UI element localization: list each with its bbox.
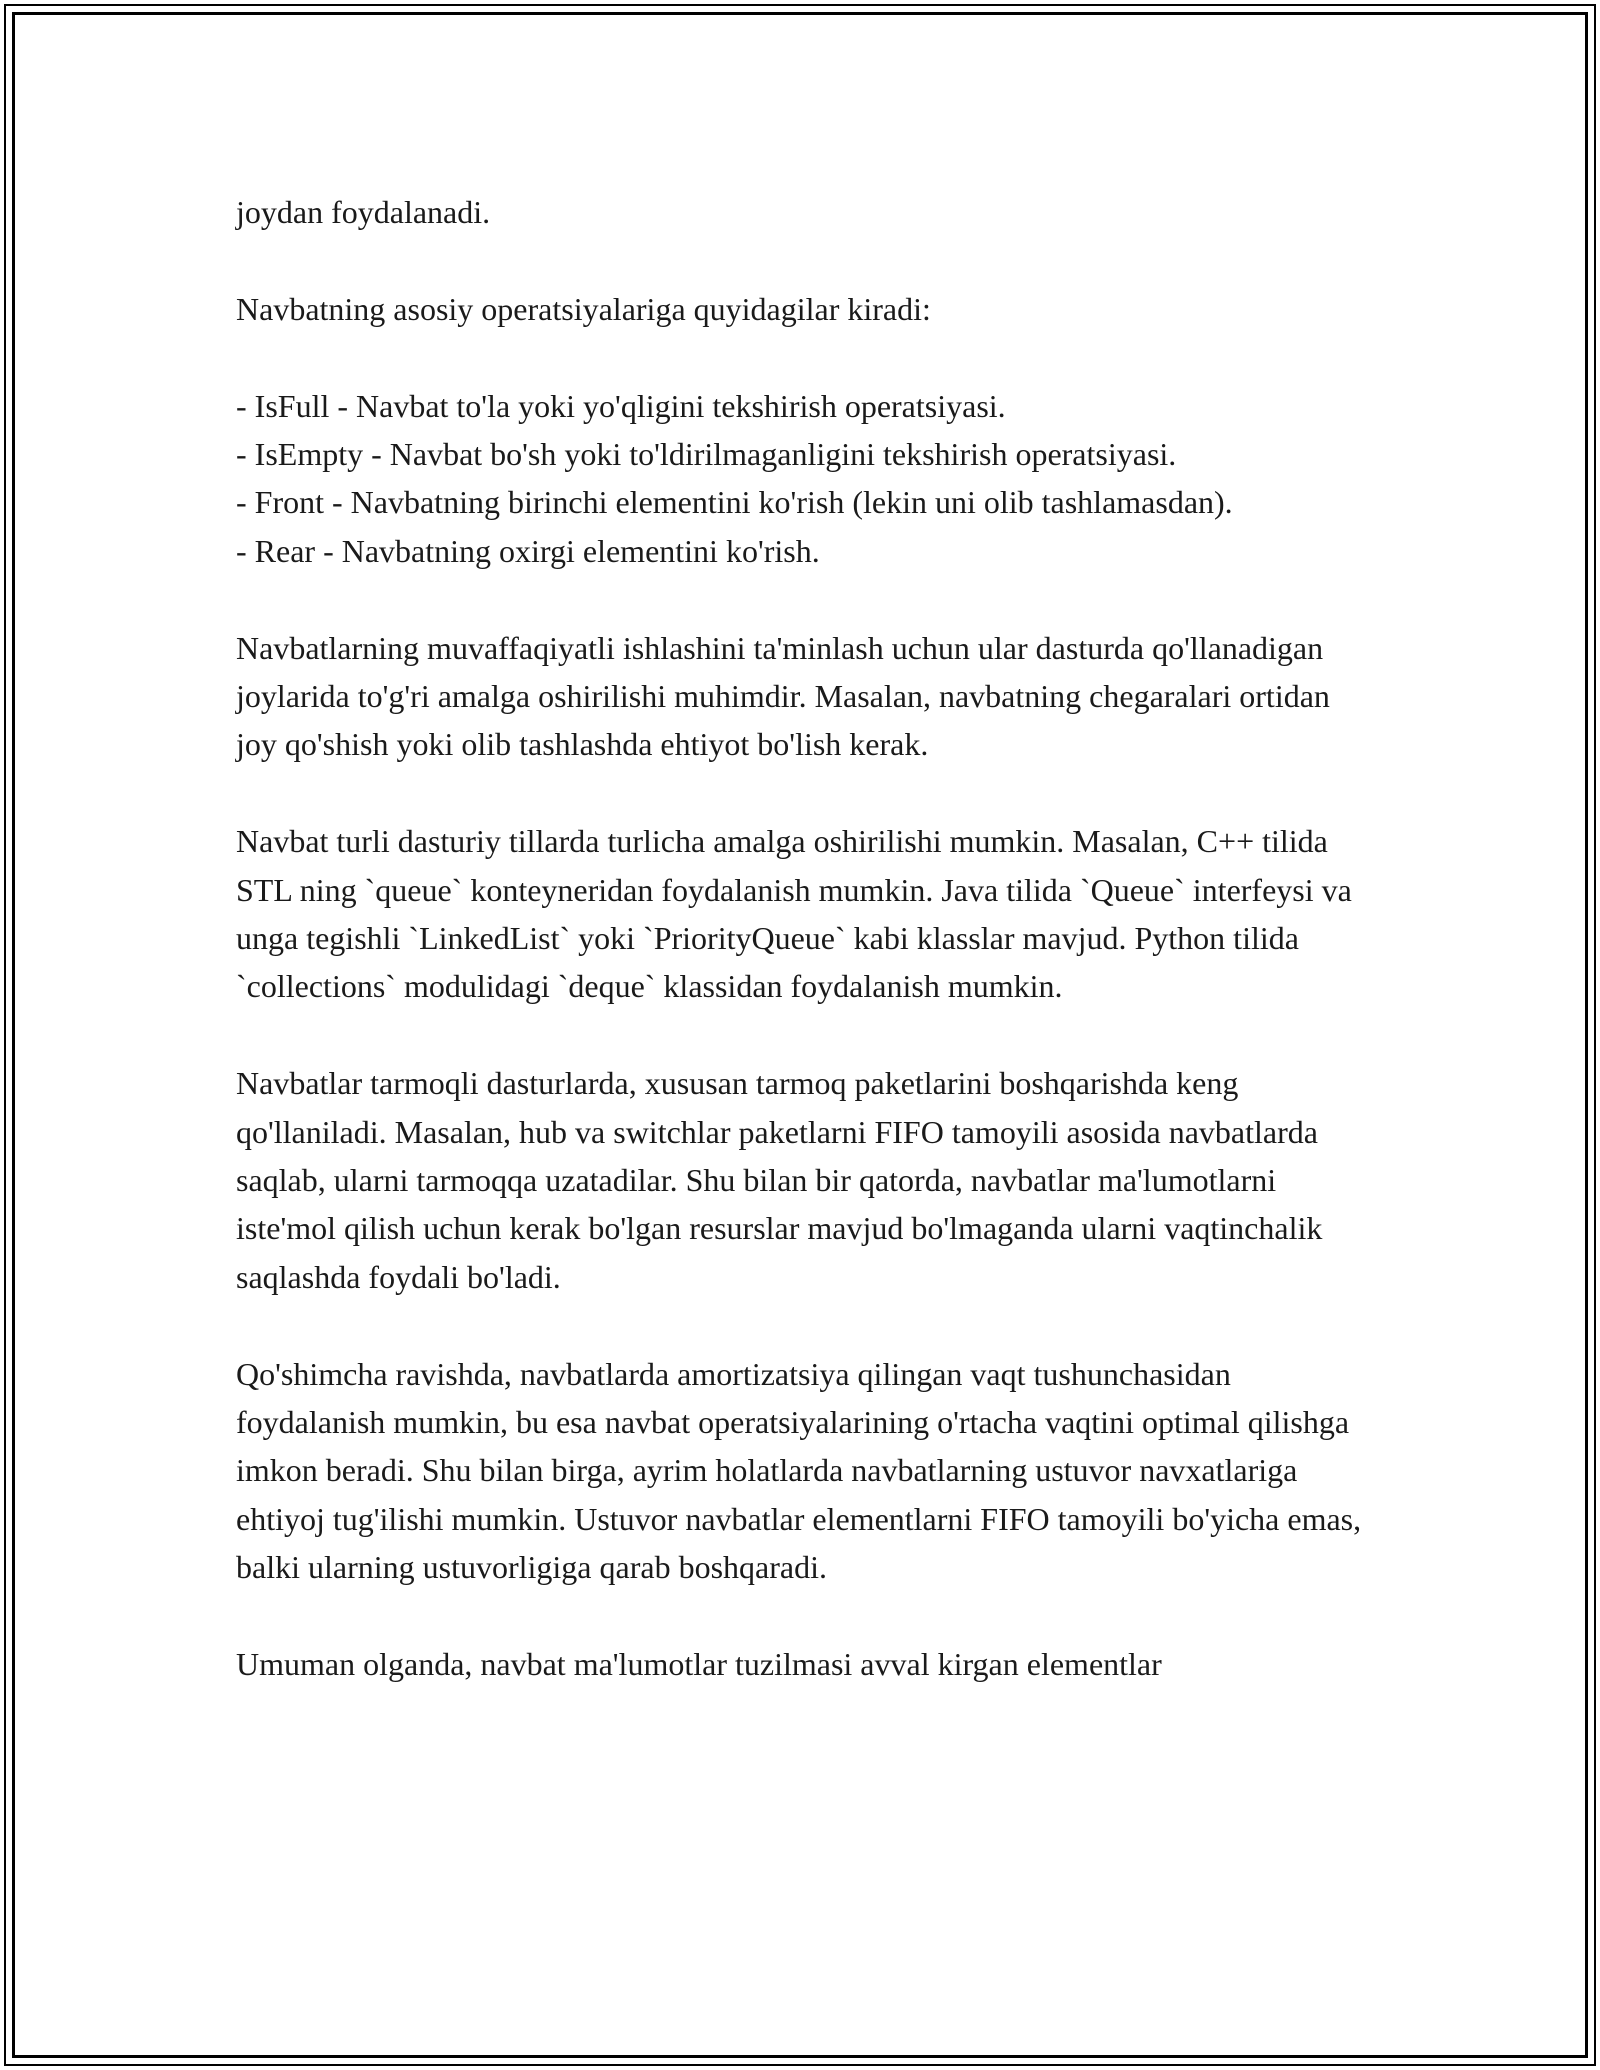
operations-list [236,382,1366,576]
operation-isempty: - IsEmpty - Navbat bo'sh yoki to'ldirilmaganligini tekshirish operatsiyasi. [236,436,1177,472]
paragraph-conclusion-fragment: Umuman olganda, navbat ma'lumotlar tuzilmasi avval kirgan elementlar [236,1646,1162,1683]
operations-heading: Navbatning asosiy operatsiyalariga quyidagilar kiradi: [236,290,931,327]
operation-rear: - Rear - Navbatning oxirgi elementini ko'rish. [236,532,820,569]
document-body [236,188,1366,1688]
paragraph-language-implementations: Navbat turli dasturiy tillarda turlicha amalga oshirilishi mumkin. Masalan, C++ tilida STL ning `queue` konteyneridan foydalanish mumkin. Java tilida `Queue` interfeysi va unga tegishli `LinkedList` yoki `PriorityQueue` kabi klasslar mavjud. Python tilida `collections` modulidagi `deque` klassidan foydalanish mumkin. [236,823,1352,1005]
operation-isfull: - IsFull - Navbat to'la yoki yo'qligini tekshirish operatsiyasi. [236,387,1006,424]
paragraph-implementation-care: Navbatlarning muvaffaqiyatli ishlashini ta'minlash uchun ular dasturda qo'llanadigan joylarida to'g'ri amalga oshirilishi muhimdir. Masalan, navbatning chegaralari ortidan joy qo'shish yoki olib tashlashda ehtiyot bo'lish kerak. [236,629,1330,763]
paragraph-networking-usage: Navbatlar tarmoqli dasturlarda, xususan tarmoq paketlarini boshqarishda keng qo'llaniladi. Masalan, hub va switchlar paketlarni FIFO tamoyili asosida navbatlarda saqlab, ularni tarmoqqa uzatadilar. Shu bilan bir qatorda, navbatlar ma'lumotlarni iste'mol qilish uchun kerak bo'lgan resurslar mavjud bo'lmaganda ularni vaqtinchalik saqlashda foydali bo'ladi. [236,1065,1323,1295]
intro-fragment: joydan foydalanadi. [236,194,491,230]
operation-front: - Front - Navbatning birinchi elementini ko'rish (lekin uni olib tashlamasdan). [236,484,1233,521]
paragraph-amortization-priority: Qo'shimcha ravishda, navbatlarda amortizatsiya qilingan vaqt tushunchasidan foydalanish mumkin, bu esa navbat operatsiyalarining o'rtacha vaqtini optimal qilishga imkon beradi. Shu bilan birga, ayrim holatlarda navbatlarning ustuvor navxatlariga ehtiyoj tug'ilishi mumkin. Ustuvor navbatlar elementlarni FIFO tamoyili bo'yicha emas, balki ularning ustuvorligiga qarab boshqaradi. [236,1355,1362,1586]
